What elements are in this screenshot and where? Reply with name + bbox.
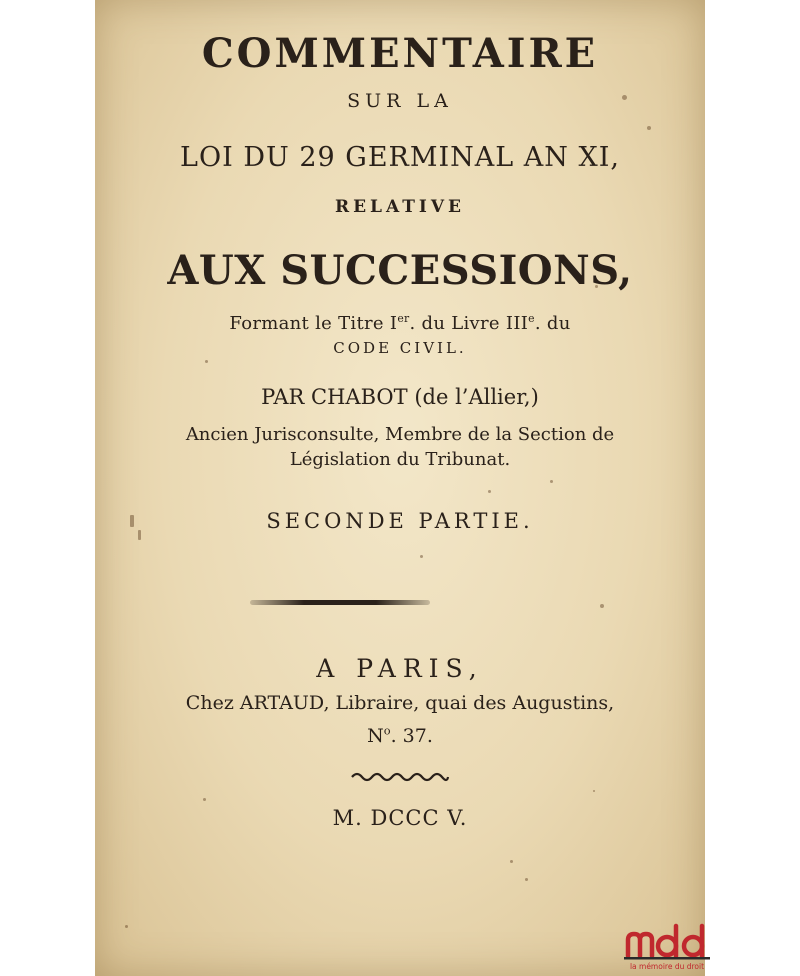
imprint-publisher: Chez ARTAUD, Libraire, quai des Augustins, [185,692,615,714]
by-label: PAR [261,385,305,409]
author-name: CHABOT [311,385,408,409]
formant-superscript-2: e [528,312,535,325]
formant-superscript-1: er [397,312,410,325]
mdd-tagline: la mémoire du droit [629,962,705,971]
mdd-logo-mark [622,922,712,960]
law-reference: LOI DU 29 GERMINAL AN XI, [180,142,620,173]
author-credentials-1: Ancien Jurisconsulte, Membre de la Section de [185,424,615,445]
formant-text-start: Formant le Titre I [229,313,398,334]
relative-line: RELATIVE [334,197,466,217]
book-title: COMMENTAIRE [201,30,599,77]
author-line [95,385,705,409]
author-origin: (de l’Allier,) [414,385,539,409]
title-page [95,0,705,976]
formant-text-end: . du [534,313,571,334]
mdd-logo [622,922,712,972]
number-value: . 37. [390,725,433,747]
formant-line [95,313,705,334]
part-label: SECONDE PARTIE. [266,509,534,533]
formant-text-mid: . du Livre III [409,313,529,334]
imprint-city: A PARIS, [316,654,484,683]
author-credentials-2: Législation du Tribunat. [289,449,511,470]
imprint-number [95,725,705,747]
title-connector: SUR LA [347,90,453,112]
wavy-ornament [350,770,450,784]
code-civil-line: CODE CIVIL. [333,339,467,357]
subject-line: AUX SUCCESSIONS, [167,247,633,294]
number-superscript: o [383,723,391,738]
publication-date: M. DCCC V. [332,806,468,830]
decorative-rule [250,600,430,605]
number-prefix: N [367,725,384,747]
